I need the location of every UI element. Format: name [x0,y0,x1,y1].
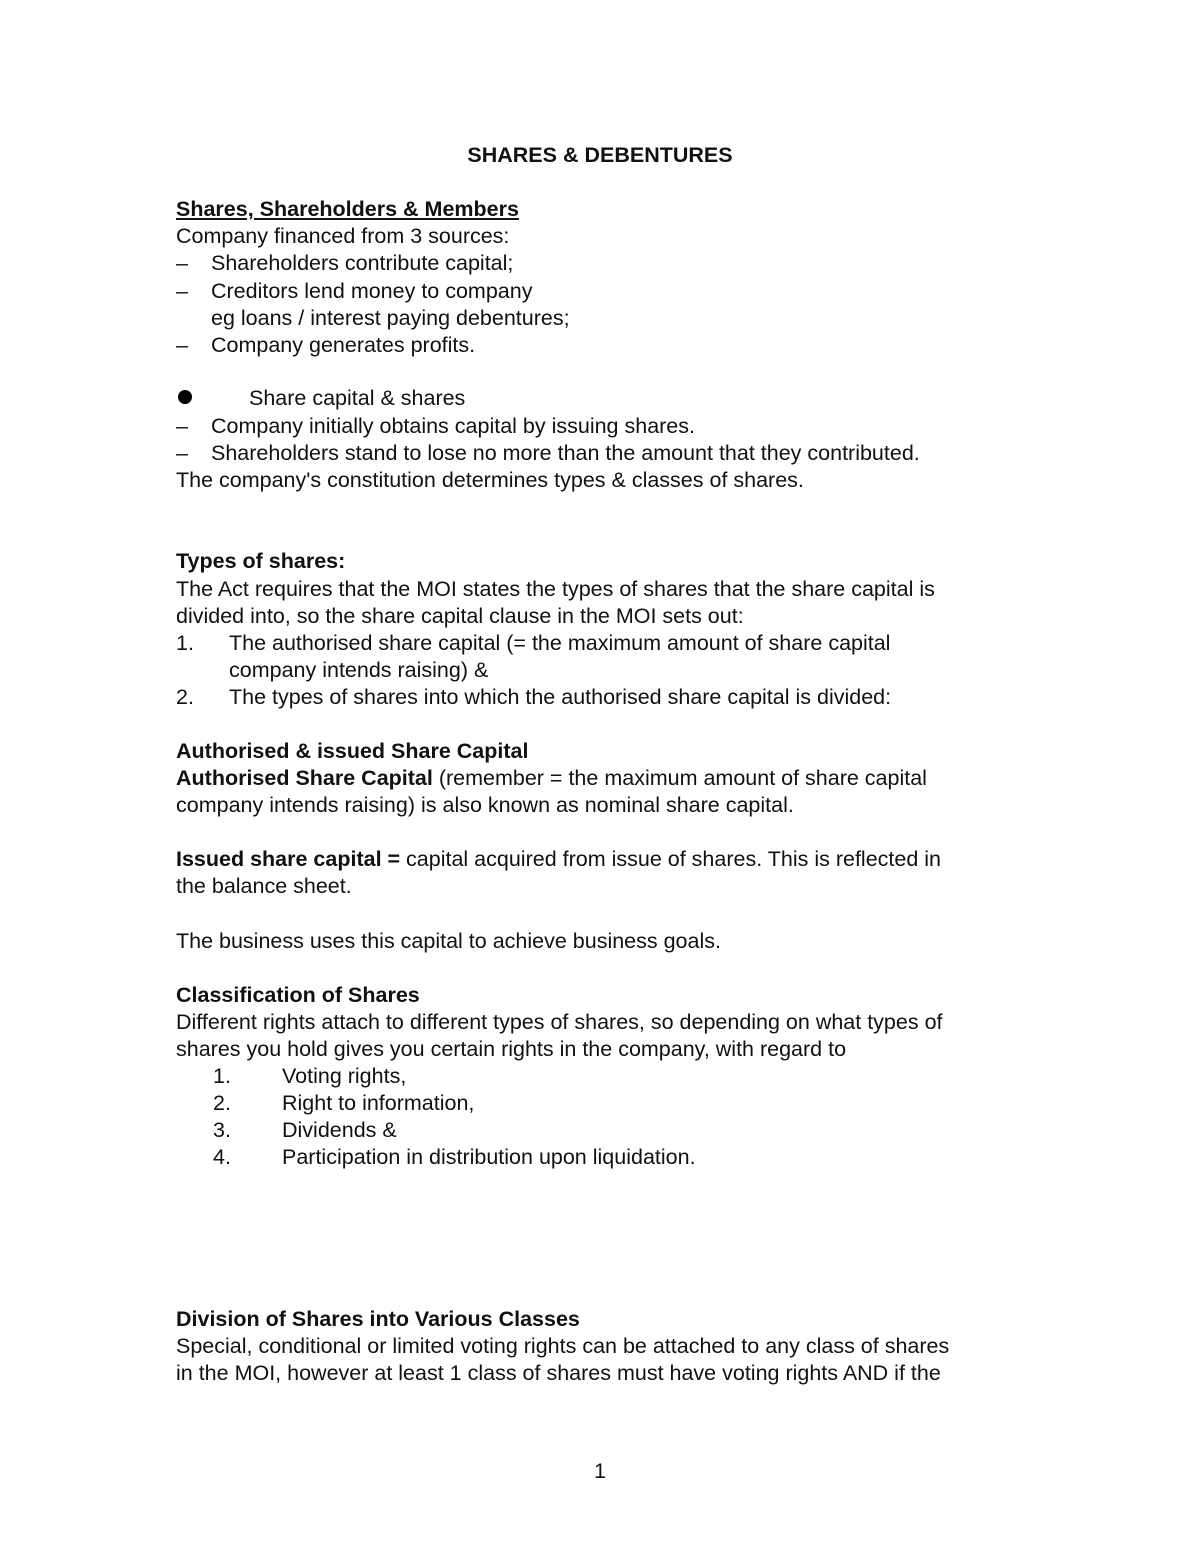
item-number: 1. [176,631,194,655]
item-text: Right to information, [282,1091,475,1115]
bullet-label: Share capital & shares [249,386,466,410]
paragraph: The company's constitution determines types & classes of shares. [176,468,804,492]
numbered-item [213,1063,406,1090]
item-text: Participation in distribution upon liquidation. [282,1145,696,1169]
list-item-text: Company initially obtains capital by issuing shares. [211,414,695,438]
paragraph: company intends raising) is also known as nominal share capital. [176,793,794,817]
page-number: 1 [594,1459,606,1483]
item-text: The types of shares into which the authorised share capital is divided: [229,685,892,709]
list-item [176,250,513,277]
list-item-text: Shareholders contribute capital; [211,251,514,275]
bullet-icon [178,390,192,404]
item-text: Voting rights, [282,1064,407,1088]
item-number: 4. [213,1145,231,1169]
term: Issued share capital = [176,847,401,871]
definition: (remember = the maximum amount of share capital [432,766,927,790]
paragraph: Different rights attach to different types of shares, so depending on what types of [176,1010,943,1034]
paragraph: the balance sheet. [176,874,352,898]
paragraph: Special, conditional or limited voting rights can be attached to any class of shares [176,1334,950,1358]
list-item [176,332,475,359]
item-number: 2. [213,1091,231,1115]
numbered-item [213,1117,397,1144]
dash-marker: – [176,333,188,357]
definition: capital acquired from issue of shares. This is reflected in [400,847,942,871]
document-title: SHARES & DEBENTURES [467,143,733,167]
numbered-item [213,1144,696,1171]
section-heading-classification: Classification of Shares [176,983,420,1007]
dash-marker: – [176,414,188,438]
section-heading-division: Division of Shares into Various Classes [176,1307,580,1331]
list-item-text: Company generates profits. [211,333,476,357]
paragraph [176,765,927,792]
bullet-item [176,385,465,412]
item-text: Dividends & [282,1118,397,1142]
dash-marker: – [176,279,188,303]
numbered-item-continuation: company intends raising) & [229,658,489,682]
paragraph [176,846,941,873]
item-text: The authorised share capital (= the maximum amount of share capital [229,631,891,655]
item-number: 3. [213,1118,231,1142]
item-number: 1. [213,1064,231,1088]
list-item-text: Shareholders stand to lose no more than the amount that they contributed. [211,441,920,465]
paragraph: The business uses this capital to achieve business goals. [176,929,721,953]
paragraph: divided into, so the share capital clause in the MOI sets out: [176,604,744,628]
dash-marker: – [176,441,188,465]
item-number: 2. [176,685,194,709]
section-heading-authorised: Authorised & issued Share Capital [176,739,529,763]
list-item [176,413,695,440]
numbered-item [176,684,891,711]
list-item-continuation: eg loans / interest paying debentures; [211,306,570,330]
paragraph: Company financed from 3 sources: [176,224,510,248]
list-item-text: Creditors lend money to company [211,279,533,303]
paragraph: in the MOI, however at least 1 class of shares must have voting rights AND if the [176,1361,941,1385]
section-heading-types: Types of shares: [176,549,346,573]
numbered-item [176,630,890,657]
paragraph: The Act requires that the MOI states the types of shares that the share capital is [176,577,935,601]
dash-marker: – [176,251,188,275]
list-item [176,278,532,305]
list-item [176,440,920,467]
numbered-item [213,1090,474,1117]
term: Authorised Share Capital [176,766,433,790]
section-heading-shares: Shares, Shareholders & Members [176,197,519,221]
paragraph: shares you hold gives you certain rights in the company, with regard to [176,1037,847,1061]
